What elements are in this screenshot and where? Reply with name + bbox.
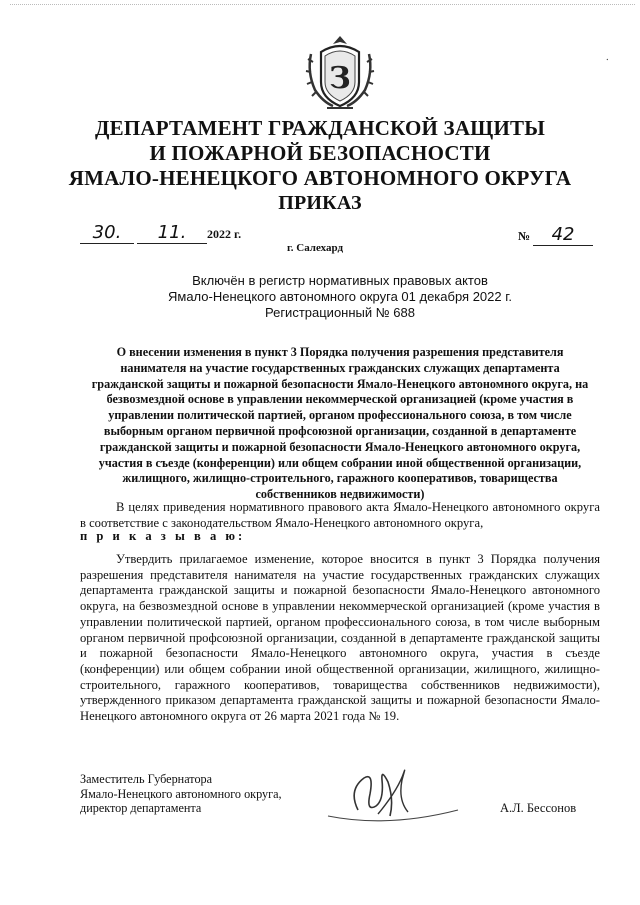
order-paragraph-1: Утвердить прилагаемое изменение, которое вносится в пункт 3 Порядка получения разрешения представителя нанимателя на участие государственных гражданских служащих департамента гражданской защиты и пожарной безопасности Ямало-Ненецкого автономного округа, на безвозмездной основе в управлении некоммерческой организацией (кроме участия в управлении политической партией, органом профессионального союза, в том числе выборным органом первичной профсоюзной организации, созданной в департаменте гражданской защиты и пожарной безопасности Ямало-Ненецкого автономного округа, участия в съезде (конференции) или общем собрании иной общественной организации, жилищного, жилищно-строительного, гаражного кооперативов, товарищества собственников недвижимости), утвержденного приказом департамента гражданской защиты и пожарной безопасности Ямало-Ненецкого автономного округа от 26 марта 2021 года № 19. — [80, 552, 600, 724]
coat-of-arms-icon — [303, 32, 377, 112]
svg-text:З: З — [329, 61, 351, 96]
corner-mark: ⸱ — [606, 55, 609, 66]
signatory-name: А.Л. Бессонов — [500, 801, 577, 815]
department-name-line3: ЯМАЛО-НЕНЕЦКОГО АВТОНОМНОГО ОКРУГА — [68, 166, 572, 190]
registry-line2: Ямало-Ненецкого автономного округа 01 декабря 2022 г. — [168, 289, 512, 304]
order-number — [518, 224, 593, 246]
registry-line3: Регистрационный № 688 — [264, 305, 415, 320]
order-directive-word: п р и к а з ы в а ю: — [80, 529, 246, 543]
signatory-position-line1: Заместитель Губернатора — [80, 772, 213, 786]
department-name-line2: И ПОЖАРНОЙ БЕЗОПАСНОСТИ — [149, 141, 491, 165]
registry-line1: Включён в регистр нормативных правовых актов — [192, 273, 488, 288]
order-number-value: 42 — [533, 224, 593, 246]
order-number-label: № — [518, 229, 531, 243]
order-date-day: 30. — [80, 222, 134, 244]
department-name-line1: ДЕПАРТАМЕНТ ГРАЖДАНСКОЙ ЗАЩИТЫ — [94, 116, 546, 140]
order-title: О внесении изменения в пункт 3 Порядка получения разрешения представителя нанимателя на участие государственных гражданских служащих департамента гражданской защиты и пожарной безопасности Ямало-Ненецкого автономного округа, на безвозмездной основе в управлении некоммерческой организацией (кроме участия в управлении политической партией, органом профессионального союза, в том числе выборным органом первичной профсоюзной организации, созданной в департаменте гражданской защиты и пожарной безопасности Ямало-Ненецкого автономного округа, участия в съезде (конференции) или общем собрании иной общественной организации, жилищного, жилищно-строительного, гаражного кооперативов, товарищества собственников недвижимости) — [91, 345, 589, 502]
scan-edge — [10, 4, 635, 6]
preamble-paragraph: В целях приведения нормативного правового акта Ямало-Ненецкого автономного округа в соответствие с законодательством Ямало-Ненецкого автономного округа, — [80, 500, 600, 530]
handwritten-signature-icon — [318, 760, 468, 830]
signatory-position-line2: Ямало-Ненецкого автономного округа, — [80, 786, 282, 801]
document-type: ПРИКАЗ — [278, 192, 362, 214]
order-date — [80, 222, 241, 244]
order-date-month: 11. — [137, 222, 207, 244]
order-date-year: 2022 г. — [207, 227, 242, 241]
signatory-position — [80, 772, 282, 816]
signatory-position-line3: директор департамента — [80, 801, 202, 815]
order-city: г. Салехард — [287, 242, 344, 254]
